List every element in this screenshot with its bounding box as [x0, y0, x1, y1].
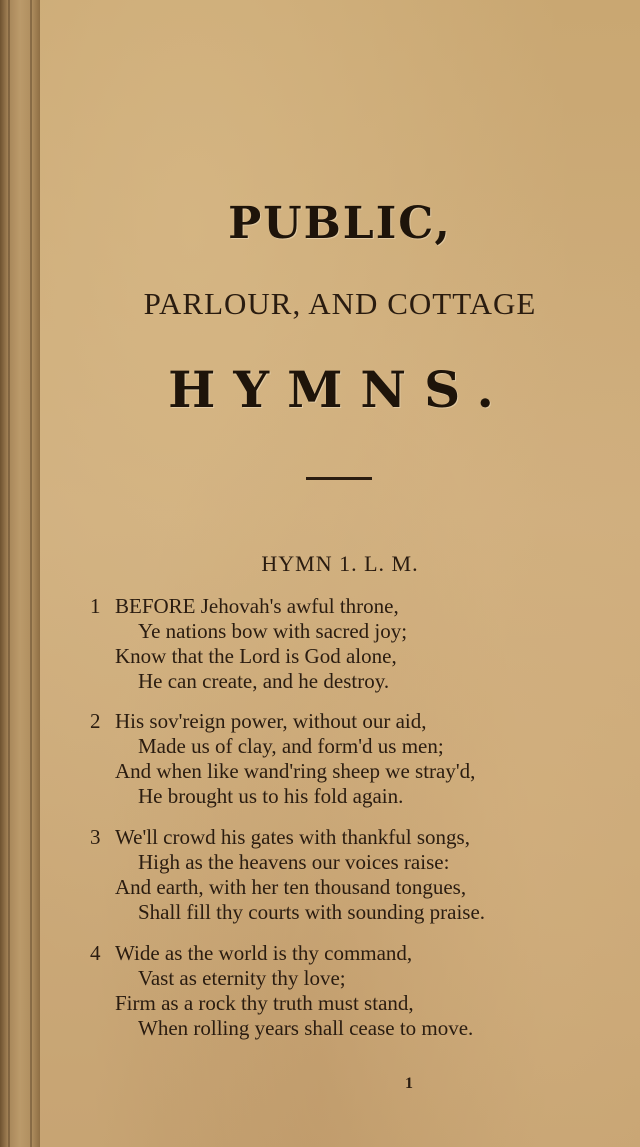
stanza-line: BEFORE Jehovah's awful throne,	[115, 594, 399, 618]
stanza-number: 1	[90, 594, 101, 618]
spine-crease-line	[30, 0, 32, 1147]
stanza-line: His sov'reign power, without our aid,	[115, 709, 427, 733]
stanza-line: Wide as the world is thy command,	[115, 941, 413, 965]
title-hymns: HYMNS.	[168, 360, 512, 419]
stanza-line: Vast as eternity thy love;	[138, 966, 346, 990]
decorative-rule	[306, 477, 372, 480]
stanza-line: And earth, with her ten thousand tongues,	[115, 875, 467, 899]
stanza-line: When rolling years shall cease to move.	[138, 1016, 474, 1040]
stanza-number: 2	[90, 709, 101, 733]
stanza-line: Ye nations bow with sacred joy;	[138, 619, 408, 643]
stanza-number: 4	[90, 941, 101, 965]
stanza-line: Know that the Lord is God alone,	[115, 644, 397, 668]
signature-mark: 1	[405, 1075, 413, 1092]
title-public: PUBLIC,	[228, 198, 452, 249]
title-subtitle: PARLOUR, AND COTTAGE	[143, 286, 537, 321]
stanza-line: High as the heavens our voices raise:	[138, 850, 450, 874]
stanza-line: Firm as a rock thy truth must stand,	[115, 991, 414, 1015]
stanza-number: 3	[90, 825, 101, 849]
book-spine-edge	[0, 0, 40, 1147]
book-page	[40, 0, 640, 1147]
stanza-line: Made us of clay, and form'd us men;	[138, 734, 444, 758]
stanza-line: He brought us to his fold again.	[138, 784, 404, 808]
stanza-line: We'll crowd his gates with thankful songs,	[115, 825, 470, 849]
stanza-line: And when like wand'ring sheep we stray'd,	[115, 759, 476, 783]
stanza-line: He can create, and he destroy.	[138, 669, 390, 693]
hymn-heading: HYMN 1. L. M.	[261, 551, 419, 576]
stanza-line: Shall fill thy courts with sounding praise.	[138, 900, 486, 924]
spine-crease-line	[8, 0, 10, 1147]
